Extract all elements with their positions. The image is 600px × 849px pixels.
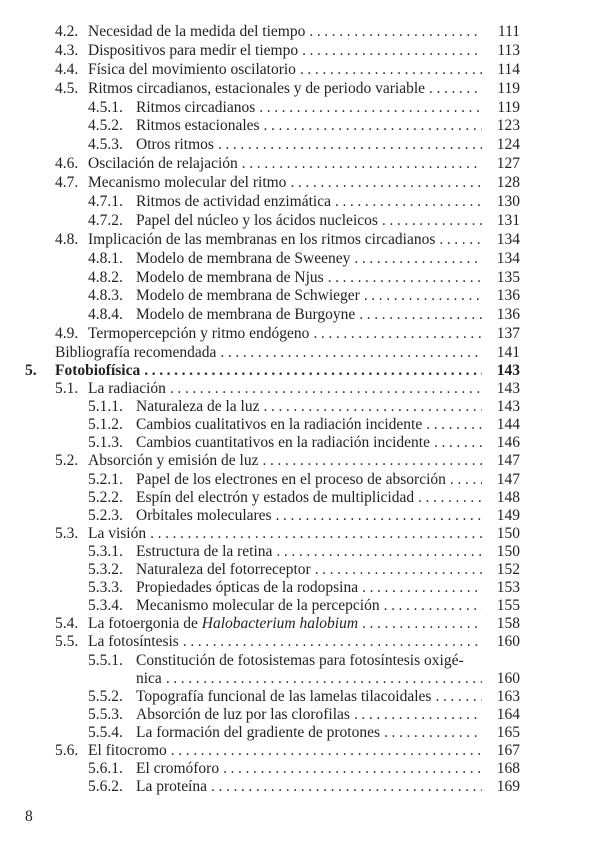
toc-entry-title-text: Otros ritmos [136,136,214,154]
toc-entry-title-text: Estructura de la retina [136,542,273,560]
toc-entry-title-wrap [88,80,482,99]
toc-section-chapter-4 [0,23,600,363]
toc-entry-title-wrap [136,579,482,597]
toc-entry-title-text: Ritmos circadianos, estacionales y de periodo variable [88,79,426,97]
toc-entry-page: 147 [496,452,520,470]
toc-entry-number: 5.6. [55,741,79,759]
toc-entry[interactable] [0,452,600,470]
toc-entry[interactable] [0,42,600,61]
toc-entry-number: 5.1.1. [88,398,123,416]
toc-entry-title [136,561,315,579]
toc-entry-title-text: Implicación de las membranas en los ritmos circadianos [88,230,436,248]
toc-entry-title-text: La fotoergonia de [88,615,202,633]
toc-entry-title-wrap [136,99,482,118]
toc-entry-title [136,269,328,288]
toc-entry-title-text: Física del movimiento oscilatorio [88,60,296,78]
toc-entry-title-text: Necesidad de la medida del tiempo [88,23,306,40]
dot-leader [211,778,482,796]
toc-entry-title-text: Oscilación de relajación [88,155,238,173]
dot-leader [183,633,482,651]
toc-entry[interactable] [0,688,600,706]
toc-entry-number: 4.5.2. [88,117,123,135]
toc-entry-title-text: Papel del núcleo y los ácidos nucleicos [136,211,378,229]
toc-entry-number: 5.4. [55,615,79,633]
toc-entry-page: 149 [496,506,520,524]
toc-entry[interactable] [0,61,600,80]
toc-entry-number: 4.8.4. [88,306,123,324]
toc-entry-title-text: Absorción de luz por las clorofilas [136,705,350,723]
toc-entry-number: 4.8.2. [88,268,123,286]
toc-entry-title [136,193,335,212]
toc-entry-page: 160 [496,669,520,687]
toc-entry-number: 4.7.1. [88,193,123,211]
toc-entry-title [136,306,359,325]
toc-entry-title-text: Constitución de fotosistemas para fotosíntesis oxigé- [136,651,464,669]
toc-entry-title-wrap [136,724,482,742]
toc-entry[interactable] [0,561,600,579]
dot-leader [354,706,482,724]
dot-leader [359,306,482,325]
dot-leader [384,724,482,742]
toc-entry-title-wrap [136,706,482,724]
toc-entry-title-text: Espín del electrón y estados de multiplicidad [136,488,415,506]
toc-entry-number: 4.7.2. [88,211,123,229]
toc-entry-page: 119 [497,79,520,97]
toc-entry-title [88,615,362,633]
dot-leader [290,174,482,193]
toc-entry[interactable] [0,231,600,250]
toc-entry-title-text: Mecanismo molecular de la percepción [136,597,380,615]
toc-entry-title-text: La formación del gradiente de protones [136,723,381,741]
toc-entry-title-wrap [136,471,482,489]
toc-entry-page: 130 [496,193,520,211]
dot-leader [362,615,482,633]
toc-entry[interactable] [0,706,600,724]
toc-entry-title-wrap [88,231,482,250]
toc-entry-page: 134 [496,249,520,267]
toc-entry-title-continuation: nica [136,670,166,688]
toc-entry-title-text: Naturaleza del fotorreceptor [136,561,311,579]
toc-entry-title-text: El fitocromo [88,741,167,759]
toc-entry-title-text: Cambios cuantitativos en la radiación incidente [136,434,430,452]
toc-entry-title-wrap [88,615,482,633]
toc-entry-title-text: Fotobiofísica [55,362,141,379]
toc-entry-page: 131 [496,211,520,229]
dot-leader [264,398,483,416]
dot-leader [170,380,482,398]
toc-entry-number: 4.5.3. [88,136,123,154]
toc-entry-title-wrap [136,507,482,525]
toc-entry-number: 5.3.3. [88,579,123,597]
toc-entry-title-wrap [88,633,482,651]
dot-leader [166,670,482,688]
toc-entry-page: 128 [496,174,520,192]
toc-entry-title-text: Naturaleza de la luz [136,398,260,416]
toc-entry-title-wrap [88,42,482,61]
toc-entry-number: 5.1.3. [88,434,123,452]
toc-entry-page: 137 [496,325,520,343]
toc-entry-title-wrap [136,117,482,136]
toc-entry-title-text: La proteína [136,778,208,796]
dot-leader [259,99,482,118]
toc-entry-title-text: Bibliografía recomendada [55,344,217,362]
toc-entry-title [88,380,170,398]
toc-entry-title [136,250,354,269]
toc-entry[interactable] [0,155,600,174]
dot-leader [418,489,482,507]
toc-entry-title [88,231,439,250]
toc-entry-title-wrap [136,543,482,561]
toc-entry-number: 4.9. [55,325,79,343]
toc-entry[interactable] [0,193,600,212]
toc-entry-title [88,525,150,543]
toc-entry-title [88,23,309,42]
toc-entry-number: 4.3. [55,41,79,59]
toc-entry-title-wrap [136,670,482,688]
toc-entry[interactable] [0,80,600,99]
toc-entry[interactable] [0,633,600,651]
toc-entry[interactable] [0,212,600,231]
dot-leader [354,250,482,269]
dot-leader [264,117,482,136]
toc-entry-title [136,136,218,155]
toc-entry-number: 4.4. [55,60,79,78]
toc-entry-page: 144 [496,416,520,434]
toc-entry-title [136,652,464,670]
toc-entry-title [136,579,362,597]
toc-entry[interactable] [0,362,600,380]
toc-entry-number: 5.5.1. [88,651,123,669]
dot-leader [218,136,482,155]
dot-leader [276,543,482,561]
toc-entry-number: 5.5.2. [88,687,123,705]
toc-entry[interactable] [0,670,600,688]
toc-entry[interactable] [0,269,600,288]
toc-entry-title [88,174,290,193]
toc-entry-title-text: Modelo de membrana de Njus [136,268,324,286]
toc-entry-page: 123 [496,117,520,135]
toc-entry-title [88,61,300,80]
toc-entry-number: 5.5.4. [88,723,123,741]
toc-entry-page: 134 [496,230,520,248]
toc-entry-title [88,742,171,760]
toc-entry-title-wrap [88,525,482,543]
toc-entry[interactable] [0,416,600,434]
dot-leader [435,688,482,706]
toc-entry-title-wrap [88,23,482,42]
toc-entry-number: 4.5.1. [88,98,123,116]
toc-entry-number: 4.2. [55,23,79,40]
dot-leader [144,362,482,380]
toc-entry-title [136,287,364,306]
toc-entry-title-wrap [136,398,482,416]
toc-entry-page: 114 [497,60,520,78]
toc-entry-title-wrap [136,561,482,579]
toc-entry-page: 167 [496,741,520,759]
toc-entry[interactable] [0,174,600,193]
toc-entry-title [136,398,264,416]
toc-entry-title [136,724,384,742]
toc-entry-number: 4.7. [55,174,79,192]
toc-entry-title-wrap [136,136,482,155]
toc-entry-number: 5.5.3. [88,705,123,723]
toc-entry-number: 4.8.3. [88,287,123,305]
toc-entry-page: 146 [496,434,520,452]
toc-entry-page: 153 [496,579,520,597]
toc-entry-page: 150 [496,542,520,560]
toc-entry-title-wrap [88,61,482,80]
toc-entry-title-wrap [136,193,482,212]
toc-entry-page: 124 [496,136,520,154]
toc-entry-title [55,362,144,380]
toc-entry-title-wrap [136,250,482,269]
toc-entry-title-text: La fotosíntesis [88,633,179,651]
toc-entry-title-text: Dispositivos para medir el tiempo [88,41,299,59]
toc-entry-title [55,344,220,363]
toc-entry-number: 5.2. [55,452,79,470]
toc-entry-title-italic: Halobacterium halobium [201,615,359,633]
toc-entry-title [136,99,259,118]
toc-entry-page: 169 [496,778,520,796]
toc-entry[interactable] [0,117,600,136]
dot-leader [384,597,482,615]
dot-leader [223,760,482,778]
toc-entry-title-text: Termopercepción y ritmo endógeno [88,325,310,343]
dot-leader [300,61,482,80]
toc-entry-title-text: Absorción y emisión de luz [88,452,259,470]
dot-leader [315,561,482,579]
toc-entry-page: 119 [497,98,520,116]
toc-entry-title [136,706,354,724]
toc-entry-title-wrap [136,489,482,507]
toc-entry[interactable] [0,742,600,760]
toc-entry-title [136,489,418,507]
toc-entry-page: 165 [496,723,520,741]
toc-entry-title-text: Modelo de membrana de Sweeney [136,249,351,267]
toc-entry-title-text: Ritmos estacionales [136,117,260,135]
toc-entry-page: 168 [496,760,520,778]
toc-entry-page: 136 [496,306,520,324]
toc-entry-number: 4.8. [55,230,79,248]
toc-entry-title-text: Modelo de membrana de Schwieger [136,287,360,305]
dot-leader [439,231,482,250]
toc-entry-title [88,633,183,651]
dot-leader [429,80,482,99]
toc-entry-page: 152 [496,561,520,579]
toc-entry-title [88,452,262,470]
toc-entry-title [136,597,384,615]
toc-entry-page: 148 [496,488,520,506]
toc-entry-title-wrap [136,760,482,778]
toc-entry-title [88,42,302,61]
toc-entry-title-wrap [136,688,482,706]
toc-entry-page: 113 [497,41,520,59]
toc-entry-title [88,155,242,174]
dot-leader [276,507,482,525]
toc-entry[interactable] [0,579,600,597]
toc-entry[interactable] [0,23,600,42]
toc-entry-number: 5.1. [55,380,79,398]
dot-leader [335,193,482,212]
toc-entry[interactable] [0,306,600,325]
toc-entry-page: 163 [496,687,520,705]
dot-leader [362,579,482,597]
toc-entry-title-text: Cambios cualitativos en la radiación incidente [136,416,423,434]
toc-entry-title-text: Modelo de membrana de Burgoyne [136,306,356,324]
toc-entry-title-wrap [136,212,482,231]
toc-entry-number: 5.1.2. [88,416,123,434]
toc-entry-title-text: Orbitales moleculares [136,506,272,524]
toc-entry[interactable] [0,99,600,118]
toc-entry-title [136,434,434,452]
toc-entry-title [88,325,313,344]
toc-entry[interactable] [0,250,600,269]
toc-entry-title-wrap [136,269,482,288]
toc-entry[interactable] [0,489,600,507]
toc-entry-title-wrap [136,652,482,670]
toc-entry-title-text: Propiedades ópticas de la rodopsina [136,579,359,597]
toc-entry-title-wrap [136,306,482,325]
toc-entry[interactable] [0,471,600,489]
toc-entry-title-text: La radiación [88,380,166,398]
toc-entry-title [136,416,426,434]
toc-entry-page: 160 [496,633,520,651]
toc-entry[interactable] [0,507,600,525]
dot-leader [302,42,482,61]
toc-entry-number: 4.6. [55,155,79,173]
toc-entry-page: 111 [497,23,520,40]
toc-entry[interactable] [0,398,600,416]
toc-entry[interactable] [0,287,600,306]
toc-entry-title-text: Topografía funcional de las lamelas tilacoidales [136,687,432,705]
toc-entry-number: 4.5. [55,79,79,97]
toc-entry-title-wrap [55,362,482,380]
toc-entry-title [136,688,435,706]
dot-leader [262,452,482,470]
toc-entry-title-text: Ritmos circadianos [136,98,256,116]
toc-entry-page: 147 [496,470,520,488]
toc-entry-number: 5.6.2. [88,778,123,796]
toc-entry-page: 127 [496,155,520,173]
dot-leader [150,525,482,543]
toc-section-chapter-5 [0,362,600,796]
dot-leader [328,269,482,288]
toc-entry-number: 5.5. [55,633,79,651]
toc-entry[interactable] [0,380,600,398]
toc-entry-number: 5.6.1. [88,760,123,778]
toc-entry-title-text: La visión [88,524,147,542]
toc-entry[interactable] [0,136,600,155]
toc-entry-title [136,778,211,796]
toc-entry-number: 5.2.3. [88,506,123,524]
toc-entry-title-wrap [88,174,482,193]
toc-entry[interactable] [0,325,600,344]
toc-entry[interactable] [0,543,600,561]
toc-entry-page: 143 [496,398,520,416]
toc-entry-number: 5.2.1. [88,470,123,488]
dot-leader [220,344,482,363]
toc-entry[interactable] [0,597,600,615]
toc-entry[interactable] [0,344,600,363]
toc-entry-page: 155 [496,597,520,615]
toc-entry-page: 135 [496,268,520,286]
toc-entry-title [136,117,264,136]
toc-entry-page: 150 [496,524,520,542]
toc-entry[interactable] [0,778,600,796]
toc-entry-title-text: Ritmos de actividad enzimática [136,193,331,211]
toc-entry-page: 164 [496,705,520,723]
toc-entry-number: 5.3.4. [88,597,123,615]
toc-entry-title-text: El cromóforo [136,760,220,778]
toc-entry[interactable] [0,615,600,633]
toc-entry-page: 158 [496,615,520,633]
toc-entry-title [136,543,276,561]
toc-entry-title-wrap [88,155,482,174]
toc-entry-page: 143 [496,380,520,398]
toc-entry-title-wrap [136,416,482,434]
toc-entry[interactable] [0,434,600,452]
page-number: 8 [25,808,33,825]
dot-leader [434,434,482,452]
toc-entry-title [136,212,382,231]
toc-entry-title [136,760,223,778]
toc-entry-title [136,471,450,489]
dot-leader [382,212,482,231]
toc-entry-title [136,507,276,525]
toc-entry-number: 4.8.1. [88,249,123,267]
toc-entry-title [88,80,429,99]
toc-entry-title-wrap [88,452,482,470]
toc-entry-number: 5.3.1. [88,542,123,560]
toc-entry-title-text: Papel de los electrones en el proceso de absorción [136,470,446,488]
dot-leader [313,325,482,344]
dot-leader [242,155,482,174]
toc-entry[interactable] [0,724,600,742]
toc-entry-title-wrap [136,597,482,615]
toc-entry-title-wrap [136,287,482,306]
toc-entry-page: 136 [496,287,520,305]
toc-entry-title-wrap [88,325,482,344]
toc-entry-title-wrap [88,742,482,760]
toc-entry-title-wrap [55,344,482,363]
toc-entry[interactable] [0,652,600,670]
toc-entry-number: 5.2.2. [88,488,123,506]
toc-entry-title-wrap [136,434,482,452]
toc-entry-page: 143 [496,362,520,379]
toc-entry[interactable] [0,525,600,543]
toc-entry-title-text: Mecanismo molecular del ritmo [88,174,287,192]
toc-entry-page: 141 [496,344,520,362]
dot-leader [364,287,482,306]
toc-entry-number: 5. [25,362,37,379]
toc-entry-number: 5.3. [55,524,79,542]
toc-entry-number: 5.3.2. [88,561,123,579]
toc-entry[interactable] [0,760,600,778]
toc-entry-title-wrap [136,778,482,796]
dot-leader [450,471,482,489]
dot-leader [309,23,482,42]
toc-entry-title-wrap [88,380,482,398]
dot-leader [171,742,482,760]
dot-leader [426,416,482,434]
